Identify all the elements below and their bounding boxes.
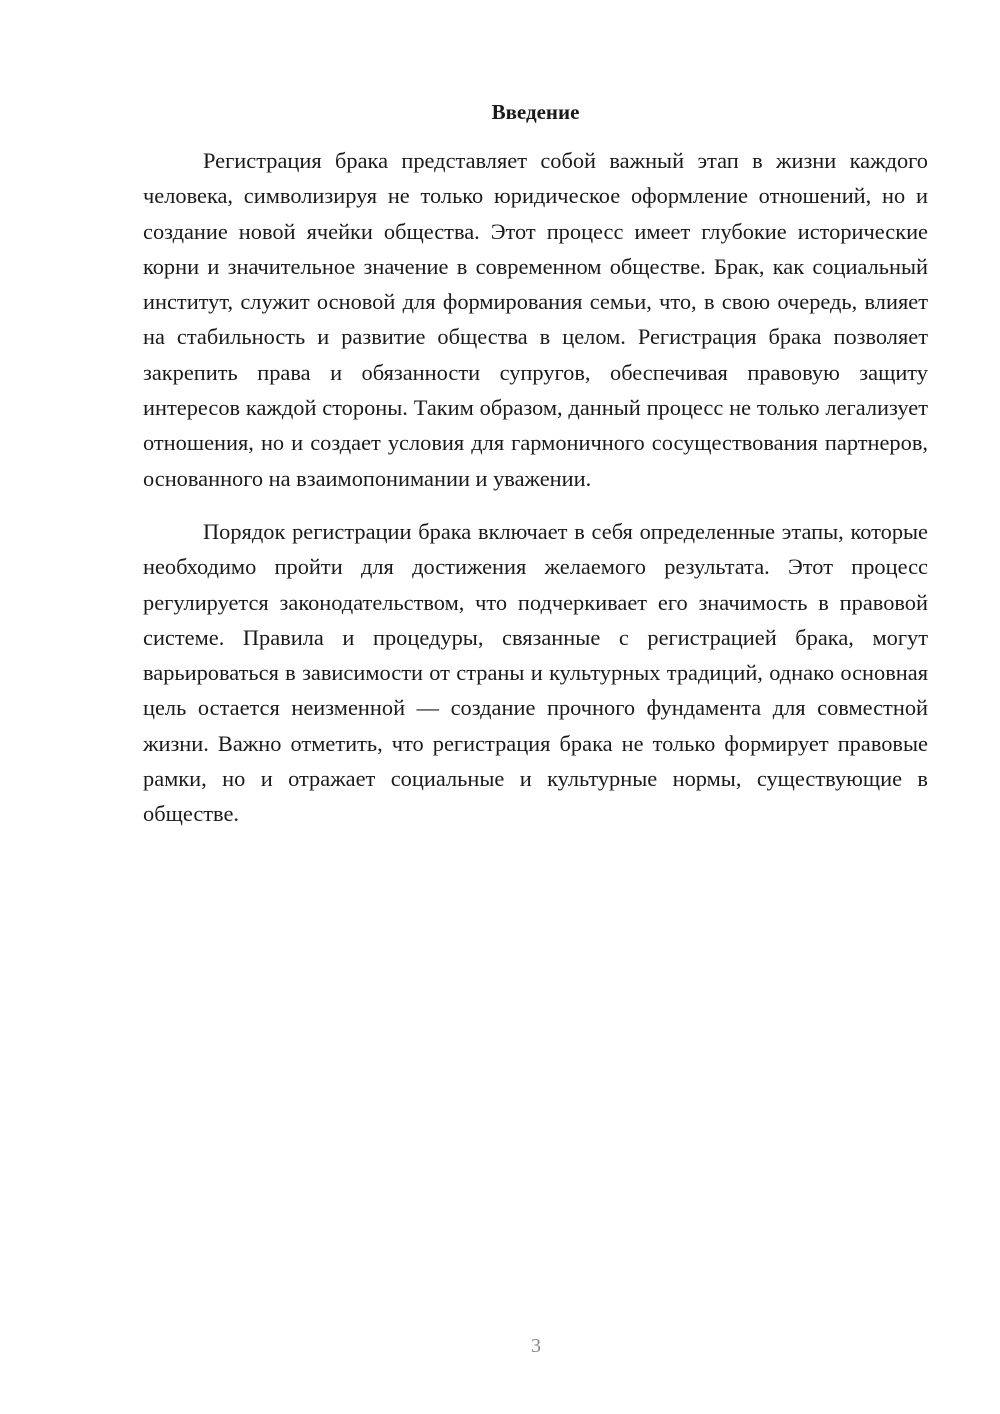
paragraph-2: Порядок регистрации брака включает в себя определенные этапы, которые необходимо пройти для достижения желаемого результата. Этот процесс регулируется законодательством, что подчеркивает его значимость в правовой системе. Правила и процедуры, связанные с регистрацией брака, могут варьироваться в зависимости от страны и культурных традиций, однако основная цель остается неизменной — создание прочного фундамента для совместной жизни. Важно отметить, что регистрация брака не только формирует правовые рамки, но и отражает социальные и культурные нормы, существующие в обществе. — [143, 518, 928, 827]
page-number: 3 — [531, 1335, 541, 1357]
section-heading: Введение — [491, 100, 580, 124]
paragraph-1: Регистрация брака представляет собой важный этап в жизни каждого человека, символизируя не только юридическое оформление отношений, но и создание новой ячейки общества. Этот процесс имеет глубокие исторические корни и значительное значение в современном обществе. Брак, как социальный институт, служит основой для формирования семьи, что, в свою очередь, влияет на стабильность и развитие общества в целом. Регистрация брака позволяет закрепить права и обязанности супругов, обеспечивая правовую защиту интересов каждой стороны. Таким образом, данный процесс не только легализует отношения, но и создает условия для гармоничного сосуществования партнеров, основанного на взаимопонимании и уважении. — [143, 148, 928, 491]
body-text — [143, 143, 928, 832]
